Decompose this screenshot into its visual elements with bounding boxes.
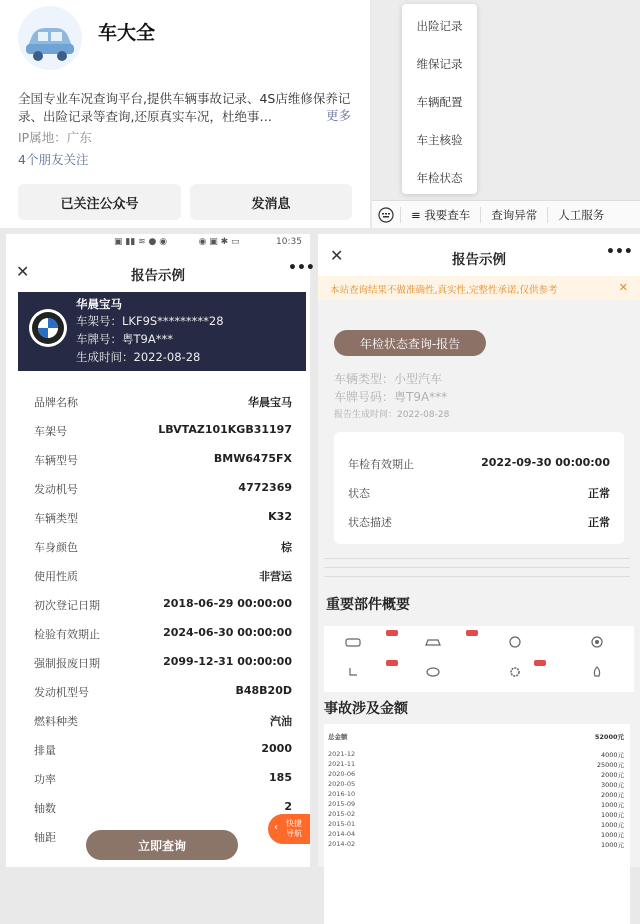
menu-query-issue[interactable]: 查询异常 (480, 207, 547, 223)
close-icon[interactable]: ✕ (16, 262, 30, 281)
menu-item-claims-record[interactable]: 出险记录 (416, 19, 463, 33)
card-vin-label: 车架号： (76, 314, 122, 328)
menu-item-owner-verify[interactable]: 车主核验 (416, 133, 463, 147)
list-item (18, 501, 306, 530)
row-value: 非营运 (259, 570, 292, 583)
more-link[interactable]: 更多 (326, 108, 352, 123)
row-date: 2014-02 (328, 840, 356, 848)
more-options-icon[interactable]: ••• (606, 244, 633, 260)
parts-summary-heading: 重要部件概要 (326, 597, 410, 613)
row-date: 2014-04 (328, 830, 356, 838)
row-key: 状态描述 (348, 516, 392, 529)
row-value: 2 (284, 800, 292, 813)
disclaimer-notice (318, 276, 640, 300)
part-body-icon (408, 636, 458, 650)
quick-nav-label-2: 导航 (286, 829, 302, 838)
followed-account-button[interactable]: 已关注公众号 (18, 184, 181, 220)
card-plate-value: 粤T9A*** (122, 332, 173, 346)
row-amount: 1000元 (600, 821, 624, 829)
accident-amount-table (324, 724, 630, 924)
row-key: 状态 (348, 487, 370, 500)
status-time: 10:35 (276, 237, 302, 247)
card-time-value: 2022-08-28 (133, 350, 201, 364)
row-value: 4772369 (238, 481, 292, 494)
tiny-row-1 (324, 550, 630, 559)
list-item (18, 762, 306, 791)
row-key: 使用性质 (34, 570, 78, 583)
menu-check-car[interactable] (400, 207, 480, 223)
row-amount: 1000元 (600, 841, 624, 849)
row-value: 2000 (261, 742, 292, 755)
status-icons: ▣ ▮▮ ≋ ● ◉ ◉ ▣ ✱ ▭ (114, 237, 240, 247)
row-key: 车辆类型 (34, 512, 78, 525)
bmw-logo-icon (28, 308, 68, 348)
row-value: 2018-06-29 00:00:00 (163, 597, 292, 610)
more-options-icon[interactable]: ••• (288, 260, 315, 276)
row-key: 车辆型号 (34, 454, 78, 467)
row-date: 2021-12 (328, 750, 356, 758)
plate-number-text: 车牌号码：粤T9A*** (334, 390, 448, 404)
part-gear-icon (490, 666, 540, 680)
inspection-status-card (334, 432, 624, 544)
list-item (18, 530, 306, 559)
accident-amount-heading: 事故涉及金额 (324, 701, 408, 717)
report-body (318, 300, 640, 867)
part-seat-icon (328, 666, 378, 680)
query-now-button[interactable]: 立即查询 (86, 830, 238, 860)
row-value: 正常 (588, 487, 610, 500)
vehicle-report-screen (6, 234, 315, 867)
row-amount: 1000元 (600, 801, 624, 809)
menu-human-service[interactable]: 人工服务 (547, 207, 614, 223)
alert-tag (386, 630, 398, 636)
account-profile-card (0, 0, 370, 228)
card-plate-label: 车牌号： (76, 332, 122, 346)
list-item (18, 675, 306, 704)
row-key: 发动机号 (34, 483, 78, 496)
part-airbag-icon (490, 636, 540, 650)
list-item (18, 472, 306, 501)
menu-item-vehicle-config[interactable]: 车辆配置 (416, 95, 463, 109)
tiny-row-3 (324, 568, 630, 577)
close-icon[interactable]: ✕ (330, 246, 344, 265)
list-item (18, 385, 306, 414)
ip-location: IP属地：广东 (18, 130, 92, 145)
alert-tag (386, 660, 398, 666)
vehicle-summary-card (18, 292, 306, 371)
row-key: 燃料种类 (34, 715, 78, 728)
row-amount: 4000元 (600, 751, 624, 759)
list-item (18, 443, 306, 472)
row-value: B48B20D (235, 684, 292, 697)
row-date: 2016-10 (328, 790, 356, 798)
row-key: 排量 (34, 744, 56, 757)
row-value: LBVTAZ101KGB31197 (158, 423, 292, 436)
part-wheel-icon (572, 636, 622, 650)
row-amount: 2000元 (600, 771, 624, 779)
compressed-detail-rows (324, 550, 630, 577)
friends-following-link[interactable]: 4个朋友关注 (18, 152, 89, 167)
row-value: 2022-09-30 00:00:00 (481, 456, 610, 469)
quick-nav-button[interactable] (268, 814, 310, 844)
vehicle-type-text: 车辆类型：小型汽车 (334, 372, 443, 386)
row-key: 初次登记日期 (34, 599, 100, 612)
send-message-button[interactable]: 发消息 (190, 184, 352, 220)
report-type-badge: 年检状态查询-报告 (334, 330, 486, 356)
close-notice-icon[interactable]: ✕ (618, 281, 628, 294)
list-item (18, 559, 306, 588)
row-key: 车身颜色 (34, 541, 78, 554)
card-vin (76, 313, 224, 329)
tiny-row-2 (324, 559, 630, 568)
disclaimer-text: 本站查询结果不做准确性,真实性,完整性承诺,仅供参考 (330, 285, 558, 296)
row-value: 棕 (281, 541, 292, 554)
menu-item-inspection-status[interactable]: 年检状态 (416, 171, 463, 185)
row-key: 功率 (34, 773, 56, 786)
report-date-text: 报告生成时间：2022-08-28 (334, 410, 450, 420)
row-key: 发动机型号 (34, 686, 89, 699)
row-amount: 1000元 (600, 811, 624, 819)
row-value: 正常 (588, 516, 610, 529)
account-menu-bar (372, 200, 640, 228)
page-title: 报告示例 (131, 268, 185, 284)
account-description: 全国专业车况查询平台,提供车辆事故记录、4S店维修保养记录、出险记录等查询,还原真实车况，杜绝事… (18, 91, 351, 124)
menu-item-maintenance-record[interactable]: 维保记录 (416, 57, 463, 71)
list-item (18, 791, 306, 820)
row-key: 强制报废日期 (34, 657, 100, 670)
row-key: 车架号 (34, 425, 67, 438)
row-key: 轴数 (34, 802, 56, 815)
card-vin-value: LKF9S*********28 (122, 314, 224, 328)
header-label: 总金额 (328, 733, 348, 741)
page-title: 报告示例 (452, 252, 506, 268)
card-plate (76, 331, 173, 347)
chevron-left-icon: ‹ (274, 822, 278, 833)
row-value: BMW6475FX (213, 452, 292, 465)
row-date: 2015-01 (328, 820, 356, 828)
list-item (18, 704, 306, 733)
quick-nav-label-1: 快捷 (286, 819, 302, 828)
keyboard-icon[interactable] (372, 207, 400, 223)
list-item (18, 646, 306, 675)
list-item (18, 733, 306, 762)
row-date: 2015-02 (328, 810, 356, 818)
row-key: 品牌名称 (34, 396, 78, 409)
row-amount: 3000元 (600, 781, 624, 789)
list-item (18, 617, 306, 646)
account-avatar[interactable] (18, 6, 82, 70)
card-brand: 华晨宝马 (76, 297, 122, 311)
list-item (18, 414, 306, 443)
row-amount: 1000元 (600, 831, 624, 839)
row-key: 检验有效期止 (34, 628, 100, 641)
phone-status-bar (6, 234, 310, 252)
alert-tag (466, 630, 478, 636)
parts-summary-grid (324, 626, 634, 692)
row-date: 2020-06 (328, 770, 356, 778)
part-engine-icon (328, 636, 378, 650)
part-fire-icon (572, 666, 622, 680)
menu-hamburger-icon: ≡ (411, 207, 421, 222)
row-date: 2020-05 (328, 780, 356, 788)
menu-check-car-label: 我要查车 (424, 207, 471, 222)
inspection-report-screen (318, 234, 640, 867)
part-car-icon (408, 666, 458, 680)
card-time (76, 349, 200, 365)
row-key: 轴距 (34, 831, 56, 844)
row-amount: 25000元 (596, 761, 624, 769)
account-name: 车大全 (98, 22, 156, 44)
header-total: 52000元 (594, 733, 624, 741)
row-value: 185 (269, 771, 292, 784)
row-value: 2024-06-30 00:00:00 (163, 626, 292, 639)
row-value: 华晨宝马 (248, 396, 292, 409)
row-amount: 2000元 (600, 791, 624, 799)
row-value: K32 (268, 510, 292, 523)
row-value: 汽油 (270, 715, 292, 728)
row-key: 年检有效期止 (348, 458, 414, 471)
submenu-popup (402, 4, 477, 194)
card-time-label: 生成时间： (76, 350, 134, 364)
list-item (18, 588, 306, 617)
row-date: 2021-11 (328, 760, 356, 768)
row-value: 2099-12-31 00:00:00 (163, 655, 292, 668)
row-date: 2015-09 (328, 800, 356, 808)
